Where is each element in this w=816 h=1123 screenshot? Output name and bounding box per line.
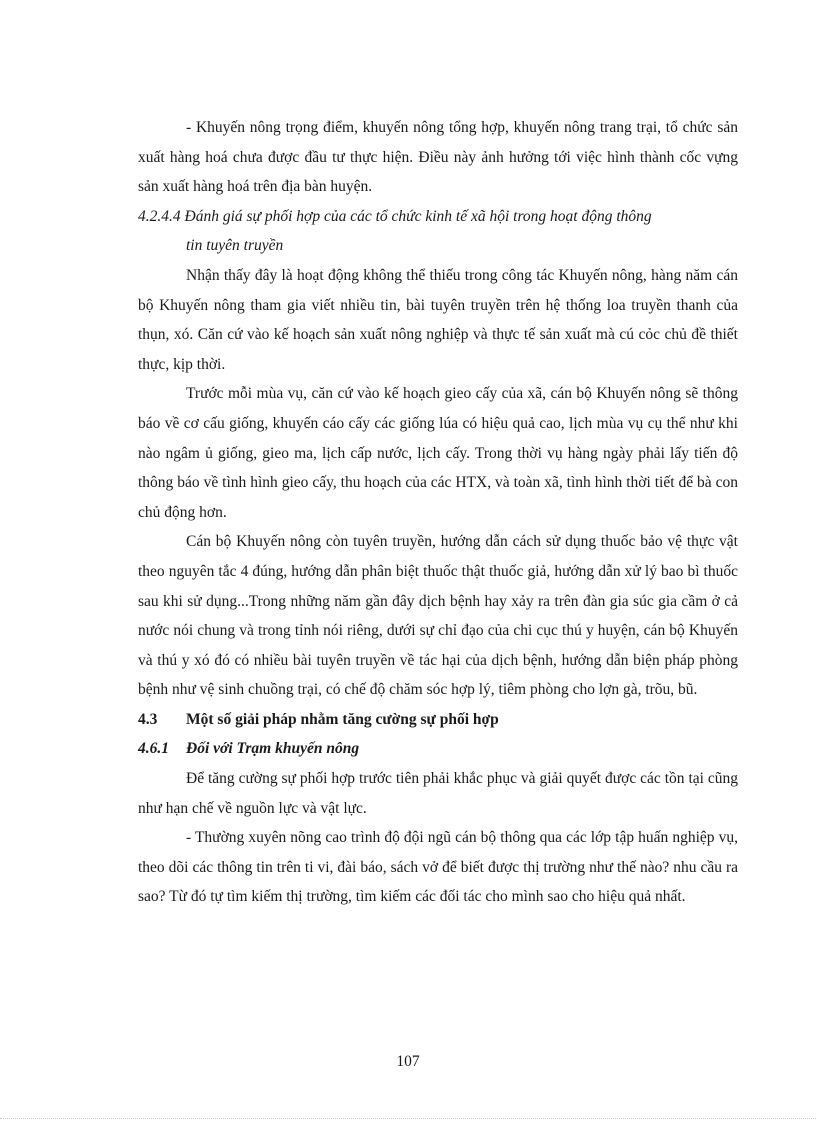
section-heading-4-3 <box>138 705 738 735</box>
paragraph-thong-tin-tuyen-truyen: Nhận thấy đây là hoạt động không thể thiếu trong công tác Khuyến nông, hàng năm cán bộ Khuyến nông tham gia viết nhiều tin, bài tuyên truyền trên hệ thống loa truyền thanh của thụn, xó. Căn cứ vào kế hoạch sản xuất nông nghiệp và thực tế sản xuất mà cú cỏc chủ đề thiết thực, kịp thời. <box>138 266 738 373</box>
section-heading-4-2-4-4-line2: tin tuyên truyền <box>186 237 284 255</box>
page-body <box>138 113 738 912</box>
section-number-4-6-1: 4.6.1 <box>138 740 169 758</box>
paragraph-huong-dan-thuoc-bvtv: Cán bộ Khuyến nông còn tuyên truyền, hướng dẫn cách sử dụng thuốc bảo vệ thực vật theo nguyên tắc 4 đúng, hướng dẫn phân biệt thuốc thật thuốc giả, hướng dẫn xử lý bao bì thuốc sau khi sử dụng...Trong những năm gần đây dịch bệnh hay xảy ra trên đàn gia súc gia cầm ở cả nước nói chung và trong tỉnh nói riêng, dưới sự chỉ đạo của chi cục thú y huyện, cán bộ Khuyến và thú y xó đó có nhiều bài tuyên truyền về tác hại của dịch bệnh, hướng dẫn biện pháp phòng bệnh như vệ sinh chuồng trại, có chế độ chăm sóc hợp lý, tiêm phòng cho lợn gà, trõu, bũ. <box>138 533 738 699</box>
section-heading-4-2-4-4 <box>138 202 738 261</box>
paragraph-truoc-moi-mua-vu: Trước mỗi mùa vụ, căn cứ vào kế hoạch gieo cấy của xã, cán bộ Khuyến nông sẽ thông báo về cơ cấu giống, khuyến cáo cấy các giống lúa có hiệu quả cao, lịch mùa vụ cụ thể như khi nào ngâm ủ giống, gieo ma, lịch cấp nước, lịch cấy. Trong thời vụ hàng ngày phải lấy tiến độ thông báo về tình hình gieo cấy, thu hoạch của các HTX, và toàn xã, tình hình thời tiết để bà con chủ động hơn. <box>138 385 738 521</box>
section-number-4-3: 4.3 <box>138 710 158 728</box>
section-heading-4-6-1 <box>138 734 738 764</box>
section-title-4-3: Một số giải pháp nhằm tăng cường sự phối hợp <box>186 710 499 728</box>
paragraph-khuyen-nong-trong-diem: - Khuyến nông trọng điểm, khuyến nông tổng hợp, khuyến nông trang trại, tổ chức sản xuất hàng hoá chưa được đầu tư thực hiện. Điều này ảnh hưởng tới việc hình thành cốc vựng sản xuất hàng hoá trên địa bàn huyện. <box>138 119 738 196</box>
paragraph-khac-phuc-ton-tai: Để tăng cường sự phối hợp trước tiên phải khắc phục và giải quyết được các tồn tại cũng như hạn chế về nguồn lực và vật lực. <box>138 770 738 817</box>
section-heading-4-2-4-4-line1: 4.2.4.4 Đánh giá sự phối hợp của các tổ chức kinh tế xã hội trong hoạt động thông <box>138 207 652 225</box>
page-number: 107 <box>396 1053 420 1070</box>
paragraph-nang-cao-trinh-do: - Thường xuyên nõng cao trình độ đội ngũ cán bộ thông qua các lớp tập huấn nghiệp vụ, theo dõi các thông tin trên ti vi, đài báo, sách vở để biết được thị trường như thế nào? nhu cầu ra sao? Từ đó tự tìm kiếm thị trường, tìm kiếm các đối tác cho mình sao cho hiệu quả nhất. <box>138 829 738 906</box>
page-bottom-divider <box>0 1118 816 1119</box>
section-title-4-6-1: Đối với Trạm khuyến nông <box>186 740 360 758</box>
